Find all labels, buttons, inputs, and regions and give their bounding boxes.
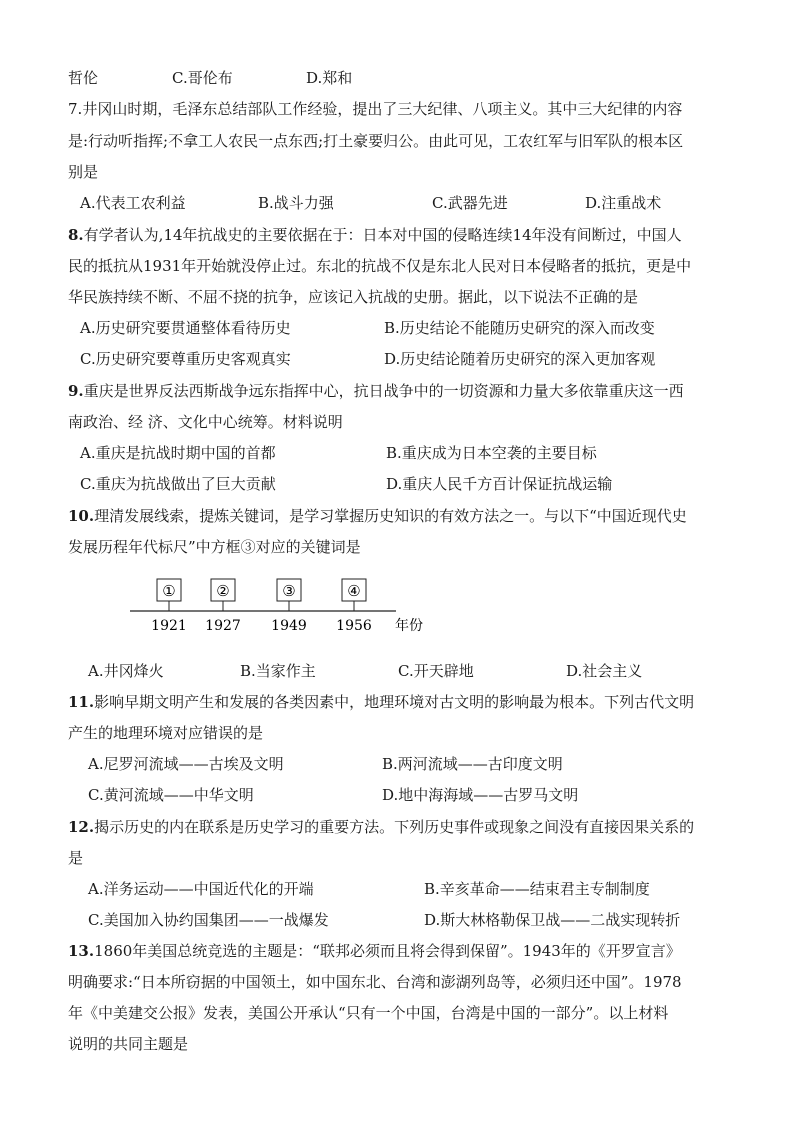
timeline-box-label-3: ③ xyxy=(282,582,296,600)
timeline-box-label-4: ④ xyxy=(347,582,361,600)
q11-stem-line-1: 11.影响早期文明产生和发展的各类因素中，地理环境对古文明的影响最为根本。下列古代文明 xyxy=(68,693,695,711)
q9-option-b: B.重庆成为日本空袭的主要目标 xyxy=(386,444,597,462)
timeline-year-1: 1921 xyxy=(151,618,187,634)
q10-option-c: C.开天辟地 xyxy=(398,662,474,680)
q7-option-b: B.战斗力强 xyxy=(258,194,334,212)
q9-option-a: A.重庆是抗战时期中国的首都 xyxy=(80,444,276,462)
q11-number: 11. xyxy=(68,693,95,711)
q12-option-c: C.美国加入协约国集团——一战爆发 xyxy=(88,911,329,929)
q7-number: 7. xyxy=(68,100,83,118)
q7-stem-line-2: 是:行动听指挥;不拿工人农民一点东西;打土豪要归公。由此可见，工农红军与旧军队的根本区 xyxy=(68,132,684,150)
q10-option-d: D.社会主义 xyxy=(566,662,643,680)
q11-stem-line-2: 产生的地理环境对应错误的是 xyxy=(68,724,264,742)
q7-option-a: A.代表工农利益 xyxy=(80,194,186,212)
timeline-box-2 xyxy=(211,579,235,611)
q12-option-d: D.斯大林格勒保卫战——二战实现转折 xyxy=(424,911,681,929)
q10-option-b: B.当家作主 xyxy=(240,662,316,680)
q6-option-b-tail: 哲伦 xyxy=(68,69,99,87)
timeline-box-3 xyxy=(277,579,301,611)
q8-stem-line-1: 8.有学者认为,14年抗战史的主要依据在于：日本对中国的侵略连续14年没有间断过，中国人 xyxy=(68,226,682,244)
q12-option-a: A.洋务运动——中国近代化的开端 xyxy=(88,880,314,898)
q8-option-c: C.历史研究要尊重历史客观真实 xyxy=(80,350,291,368)
q12-stem-line-1: 12.揭示历史的内在联系是历史学习的重要方法。下列历史事件或现象之间没有直接因果关系的 xyxy=(68,818,695,836)
q7-option-c: C.武器先进 xyxy=(432,194,508,212)
q9-stem-line-1: 9.重庆是世界反法西斯战争远东指挥中心，抗日战争中的一切资源和力量大多依靠重庆这一西 xyxy=(68,382,684,400)
q10-stem-line-2: 发展历程年代标尺”中方框③对应的关键词是 xyxy=(68,538,361,556)
q7-stem-line-3: 别是 xyxy=(68,163,99,181)
q11-option-a: A.尼罗河流域——古埃及文明 xyxy=(88,755,284,773)
timeline-box-1 xyxy=(157,579,181,611)
q9-option-c: C.重庆为抗战做出了巨大贡献 xyxy=(80,475,276,493)
q10-option-a: A.井冈烽火 xyxy=(88,662,164,680)
q8-stem-line-3: 华民族持续不断、不屈不挠的抗争，应该记入抗战的史册。据此，以下说法不正确的是 xyxy=(68,288,639,306)
timeline-diagram xyxy=(126,576,446,636)
q8-option-d: D.历史结论随着历史研究的深入更加客观 xyxy=(384,350,656,368)
q6-option-c: C.哥伦布 xyxy=(172,69,233,87)
q10-stem-line-1: 10.理清发展线索，提炼关键词，是学习掌握历史知识的有效方法之一。与以下“中国近现代史 xyxy=(68,507,687,525)
q13-stem-line-2: 明确要求:“日本所窃据的中国领土，如中国东北、台湾和澎湖列岛等，必须归还中国”。1978 xyxy=(68,973,682,991)
timeline-box-label-1: ① xyxy=(162,582,176,600)
q13-stem-line-4: 说明的共同主题是 xyxy=(68,1035,189,1053)
q10-number: 10. xyxy=(68,507,95,525)
q7-stem-line-1: 7.井冈山时期，毛泽东总结部队工作经验，提出了三大纪律、八项主义。其中三大纪律的内容 xyxy=(68,100,683,118)
q8-number: 8. xyxy=(68,226,84,244)
q8-option-b: B.历史结论不能随历史研究的深入而改变 xyxy=(384,319,655,337)
q12-number: 12. xyxy=(68,818,95,836)
timeline-box-label-2: ② xyxy=(216,582,230,600)
q13-number: 13. xyxy=(68,942,95,960)
q13-stem-line-3: 年《中美建交公报》发表，美国公开承认“只有一个中国，台湾是中国的一部分”。以上材料 xyxy=(68,1004,669,1022)
q11-option-d: D.地中海海域——古罗马文明 xyxy=(382,786,579,804)
q11-option-c: C.黄河流域——中华文明 xyxy=(88,786,254,804)
q11-option-b: B.两河流域——古印度文明 xyxy=(382,755,563,773)
timeline-axis-label: 年份 xyxy=(395,618,423,634)
q13-stem-line-1: 13.1860年美国总统竞选的主题是：“联邦必须而且将会得到保留”。1943年的《开罗宣言》 xyxy=(68,942,681,960)
timeline-year-2: 1927 xyxy=(205,618,241,634)
q8-option-a: A.历史研究要贯通整体看待历史 xyxy=(80,319,291,337)
q12-option-b: B.辛亥革命——结束君主专制制度 xyxy=(424,880,650,898)
q6-option-d: D.郑和 xyxy=(306,69,353,87)
timeline-year-4: 1956 xyxy=(336,618,372,634)
timeline-year-3: 1949 xyxy=(271,618,307,634)
q9-option-d: D.重庆人民千方百计保证抗战运输 xyxy=(386,475,613,493)
timeline-box-4 xyxy=(342,579,366,611)
q12-stem-line-2: 是 xyxy=(68,849,84,867)
q7-option-d: D.注重战术 xyxy=(585,194,662,212)
q8-stem-line-2: 民的抵抗从1931年开始就没停止过。东北的抗战不仅是东北人民对日本侵略者的抵抗，更是中 xyxy=(68,257,692,275)
q9-number: 9. xyxy=(68,382,84,400)
q9-stem-line-2: 南政治、经 济、文化中心统筹。材料说明 xyxy=(68,413,343,431)
